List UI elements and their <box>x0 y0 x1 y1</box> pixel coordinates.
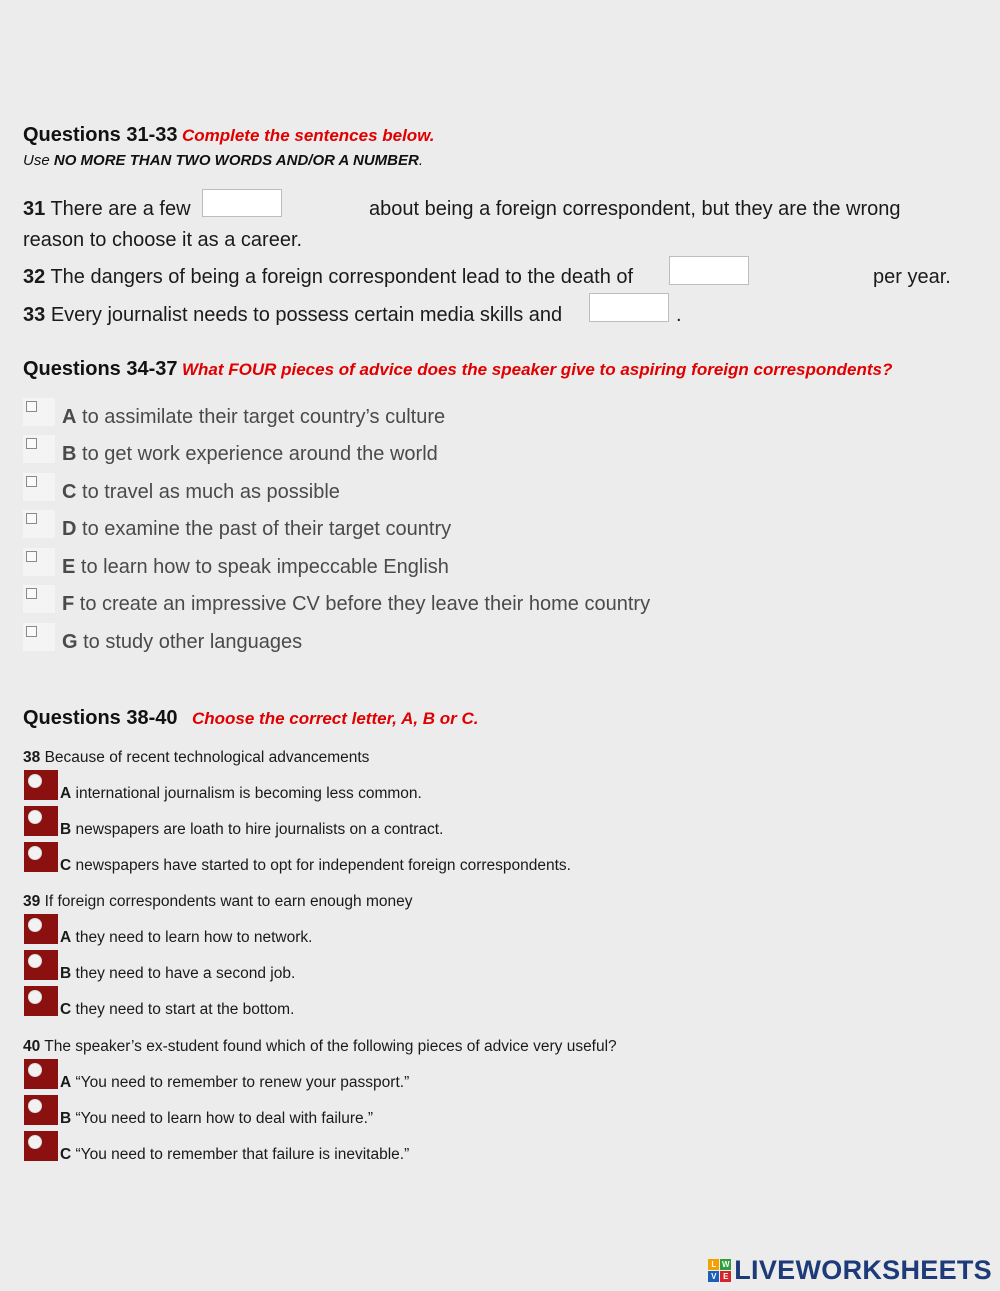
section2-heading: Questions 34-37 <box>23 358 178 380</box>
q39-option-c-radio[interactable] <box>24 986 58 1016</box>
section3-heading: Questions 38-40 <box>23 707 178 729</box>
q32-before: The dangers of being a foreign correspondent lead to the death of <box>50 266 634 288</box>
option-e-label: E to learn how to speak impeccable English <box>62 556 449 578</box>
option-a-label: A to assimilate their target country’s culture <box>62 406 446 428</box>
q31-answer-input[interactable] <box>202 189 282 217</box>
q38-option-c-radio[interactable] <box>24 842 58 872</box>
q40-option-a-radio[interactable] <box>24 1059 58 1089</box>
q39-option-a-label: A they need to learn how to network. <box>60 929 313 946</box>
q31-line2: reason to choose it as a career. <box>23 229 303 251</box>
section2-header <box>23 358 892 381</box>
liveworksheets-logo[interactable] <box>708 1255 992 1285</box>
q33-number: 33 <box>23 304 46 326</box>
q39-option-b-radio[interactable] <box>24 950 58 980</box>
q40-option-b-radio[interactable] <box>24 1095 58 1125</box>
q38-option-b-radio[interactable] <box>24 806 58 836</box>
q32-number: 32 <box>23 266 46 288</box>
option-b-checkbox[interactable] <box>23 435 55 463</box>
option-e-checkbox[interactable] <box>23 548 55 576</box>
q40-question: 40 The speaker’s ex-student found which of the following pieces of advice very useful? <box>23 1038 617 1055</box>
option-c-checkbox[interactable] <box>23 473 55 501</box>
q31-before: There are a few <box>50 198 191 220</box>
option-g-checkbox[interactable] <box>23 623 55 651</box>
q33-after: . <box>676 304 682 326</box>
option-f-checkbox[interactable] <box>23 585 55 613</box>
section2-instruction: What FOUR pieces of advice does the speaker give to aspiring foreign correspondents? <box>181 360 893 379</box>
option-g-label: G to study other languages <box>62 631 303 653</box>
use-prefix: Use <box>23 152 50 169</box>
option-b-label: B to get work experience around the world <box>62 443 438 465</box>
section1-header <box>23 124 435 147</box>
word-limit-note <box>23 152 423 169</box>
section1-heading: Questions 31-33 <box>23 124 178 146</box>
q31-after: about being a foreign correspondent, but they are the wrong <box>369 198 901 220</box>
option-c-label: C to travel as much as possible <box>62 481 340 503</box>
q32-sentence-start <box>23 266 633 289</box>
q39-option-b-label: B they need to have a second job. <box>60 965 296 982</box>
q33-sentence-start <box>23 304 562 327</box>
q39-question: 39 If foreign correspondents want to earn enough money <box>23 893 413 910</box>
option-a-checkbox[interactable] <box>23 398 55 426</box>
q40-option-b-label: B “You need to learn how to deal with failure.” <box>60 1110 374 1127</box>
q40-option-c-label: C “You need to remember that failure is inevitable.” <box>60 1146 410 1163</box>
use-bold: NO MORE THAN TWO WORDS AND/OR A NUMBER <box>53 152 419 169</box>
q38-option-a-radio[interactable] <box>24 770 58 800</box>
q38-option-a-label: A international journalism is becoming less common. <box>60 785 422 802</box>
q31-sentence-start <box>23 198 191 221</box>
logo-text: LIVEWORKSHEETS <box>734 1254 992 1285</box>
option-d-label: D to examine the past of their target country <box>62 518 452 540</box>
q33-answer-input[interactable] <box>589 293 669 322</box>
q39-option-c-label: C they need to start at the bottom. <box>60 1001 295 1018</box>
section3-header <box>23 707 479 730</box>
q38-question: 38 Because of recent technological advancements <box>23 749 370 766</box>
section3-instruction: Choose the correct letter, A, B or C. <box>191 709 479 728</box>
q40-option-c-radio[interactable] <box>24 1131 58 1161</box>
q38-option-c-label: C newspapers have started to opt for independent foreign correspondents. <box>60 857 571 874</box>
q32-answer-input[interactable] <box>669 256 749 285</box>
option-d-checkbox[interactable] <box>23 510 55 538</box>
section1-instruction: Complete the sentences below. <box>181 126 435 145</box>
q40-option-a-label: A “You need to remember to renew your passport.” <box>60 1074 410 1091</box>
q32-after: per year. <box>873 266 951 288</box>
q33-before: Every journalist needs to possess certain media skills and <box>50 304 563 326</box>
logo-mark-icon: L W V E <box>708 1259 731 1282</box>
q38-option-b-label: B newspapers are loath to hire journalists on a contract. <box>60 821 444 838</box>
use-suffix: . <box>418 152 424 169</box>
q31-number: 31 <box>23 198 46 220</box>
q39-option-a-radio[interactable] <box>24 914 58 944</box>
option-f-label: F to create an impressive CV before they leave their home country <box>62 593 651 615</box>
